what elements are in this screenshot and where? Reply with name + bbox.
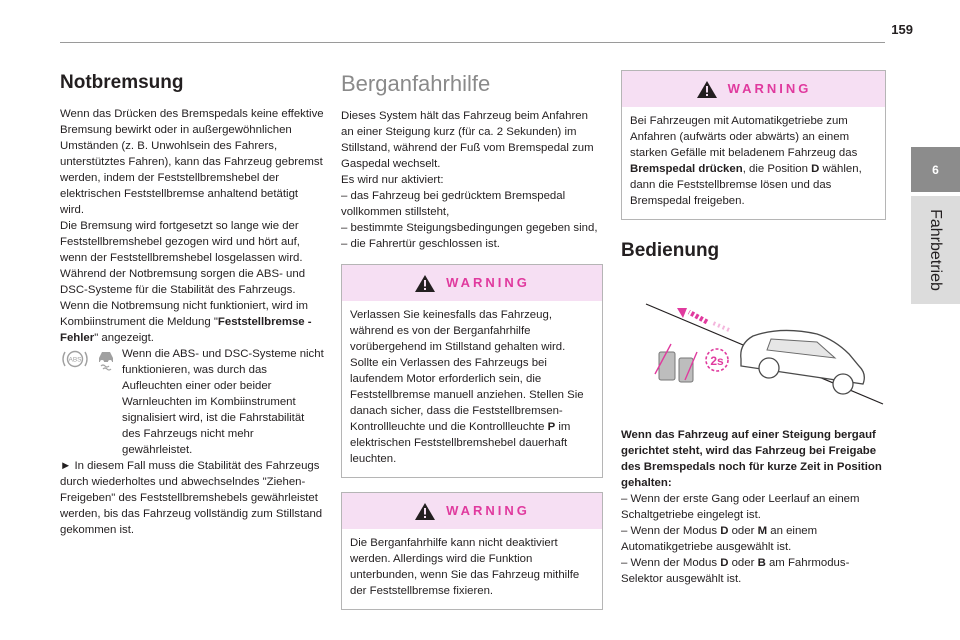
warning-body (342, 301, 602, 477)
list-item: – bestimmte Steigungsbedingungen gegeben sind, (341, 222, 598, 234)
chapter-tab-label: Fahrbetrieb (927, 209, 944, 291)
text-run: " angezeigt. (94, 332, 154, 344)
text-run: In diesem Fall muss die Stabilität des Fahrzeugs durch wiederholtes und abwechselndes "Ziehen-Freigeben" des Feststellbremshebels gewährleistet werden, bis das Fahrzeug vollständig zum Stillstand gekommen ist. (60, 460, 323, 536)
text-run: Bei Fahrzeugen mit Automatikgetriebe zum Anfahren (aufwärts oder abwärts) an einem starken Gefälle mit beladenem Fahrzeug das (630, 115, 858, 159)
list-item: – die Fahrertür geschlossen ist. (341, 238, 500, 250)
section-title-bedienung: Bedienung (621, 240, 720, 261)
list-item: – Wenn der erste Gang oder Leerlauf an einem Schaltgetriebe eingelegt ist. (621, 493, 860, 521)
list-item (621, 555, 886, 587)
bold-text: B (757, 557, 766, 569)
chapter-tab-number[interactable]: 6 (911, 147, 960, 192)
warning-box-3 (621, 70, 886, 220)
warning-box-1 (341, 264, 603, 478)
bold-text: Bremspedal drücken (630, 163, 743, 175)
bold-text: D (720, 525, 729, 537)
column-berganfahrhilfe (341, 70, 603, 610)
paragraph: Verlassen Sie keinesfalls das Fahrzeug, während es von der Berganfahrhilfe vorübergehend im Stillstand gehalten wird. (350, 309, 566, 353)
skid-warning-icon (94, 347, 118, 371)
text-run: wählen, dann die Feststellbremse lösen und das Bremspedal freigeben. (630, 163, 862, 207)
warning-header (622, 71, 885, 107)
warning-body (342, 529, 602, 609)
warning-title: WARNING (727, 81, 812, 96)
warning-title: WARNING (446, 275, 530, 290)
column-bedienung (621, 70, 886, 587)
text-run: oder (728, 557, 758, 569)
text-run: Sollte ein Verlassen des Fahrzeugs bei laufendem Motor erforderlich sein, die Feststellbremse manuell anziehen. Stellen Sie danach sicher, dass die Feststellbremsen-Kontrollleuchte und die Kontrollleuchte (350, 357, 584, 433)
paragraph: Wenn die ABS- und DSC-Systeme nicht funktionieren, was durch das Aufleuchten einer oder beider Warnleuchten im Kombiinstrument signalisiert wird, ist die Fahrstabilität des Fahrzeugs nicht mehr gewährleistet. (122, 348, 324, 456)
section-title-berganfahrhilfe: Berganfahrhilfe (341, 71, 491, 96)
bold-text: P (547, 421, 556, 433)
abs-warning-row (60, 346, 325, 458)
warning-title: WARNING (446, 503, 530, 518)
intro-paragraph: Wenn das Fahrzeug auf einer Steigung bergauf gerichtet steht, wird das Fahrzeug bei Freigabe des Bremspedals noch für kurze Zeit in Position gehalten: (621, 429, 882, 489)
text-run: – Wenn der Modus (621, 557, 721, 569)
warning-box-2 (341, 492, 603, 610)
paragraph: Dieses System hält das Fahrzeug beim Anfahren an einer Steigung kurz (für ca. 2 Sekunden) im Stillstand, während der Fuß vom Bremspedal zum Gaspedal wechselt. (341, 110, 594, 170)
paragraph (60, 298, 325, 346)
warning-triangle-icon (414, 502, 436, 521)
paragraph: Es wird nur aktiviert: (341, 174, 444, 186)
paragraph: Die Berganfahrhilfe kann nicht deaktiviert werden. Allerdings wird die Funktion unterbunden, wenn Sie das Fahrzeug mithilfe der Feststellbremse fixieren. (350, 537, 580, 597)
warning-header (342, 265, 602, 301)
text-run: an einem Automatikgetriebe ausgewählt ist. (621, 525, 818, 553)
paragraph (60, 458, 325, 538)
warning-icons (60, 347, 118, 371)
bullet-marker: ► (60, 460, 72, 472)
warning-triangle-icon (414, 274, 436, 293)
text-run: im elektrischen Feststellbremshebel dauerhaft leuchten. (350, 421, 571, 465)
text-run: oder (728, 525, 758, 537)
warning-triangle-icon (696, 80, 718, 99)
text-run: Wenn die Notbremsung nicht funktioniert, wird im Kombiinstrument die Meldung " (60, 300, 308, 328)
page-number: 159 (891, 22, 913, 37)
paragraph (630, 113, 877, 209)
paragraph: Während der Notbremsung sorgen die ABS- und DSC-Systeme für die Stabilität des Fahrzeugs. (60, 268, 306, 296)
list-item (621, 523, 886, 555)
section-title-notbremsung: Notbremsung (60, 72, 184, 93)
abs-icon-text: ABS (68, 356, 82, 364)
hill-start-illustration (621, 274, 886, 419)
text-run: , die Position (742, 163, 812, 175)
list-item: – das Fahrzeug bei gedrücktem Bremspedal vollkommen stillsteht, (341, 190, 566, 218)
top-divider (60, 42, 885, 43)
column-notbremsung (60, 70, 325, 538)
warning-body (622, 107, 885, 219)
bold-text: M (757, 525, 768, 537)
message-text: Feststellbremse - Fehler (60, 316, 312, 344)
timer-label: 2s (710, 354, 724, 368)
warning-header (342, 493, 602, 529)
paragraph: Die Bremsung wird fortgesetzt so lange wie der Feststellbremshebel gezogen wird und hört auf, wenn der Feststellbremshebel losgelassen wird. (60, 220, 303, 264)
abs-warning-icon (60, 347, 90, 371)
paragraph (350, 355, 594, 467)
text-run: am Fahrmodus-Selektor ausgewählt ist. (621, 557, 850, 585)
bold-text: D (811, 163, 820, 175)
bold-text: D (720, 557, 729, 569)
paragraph: Wenn das Drücken des Bremspedals keine effektive Bremsung bewirkt oder in außergewöhnlichen Umständen (z. B. Unwohlsein des Fahrers, unterstütztes Fahren), kann das Fahrzeug gebremst werden, indem der Feststellbremshebel der elektrischen Feststellbremse anhaltend betätigt wird. (60, 108, 324, 216)
text-run: – Wenn der Modus (621, 525, 721, 537)
